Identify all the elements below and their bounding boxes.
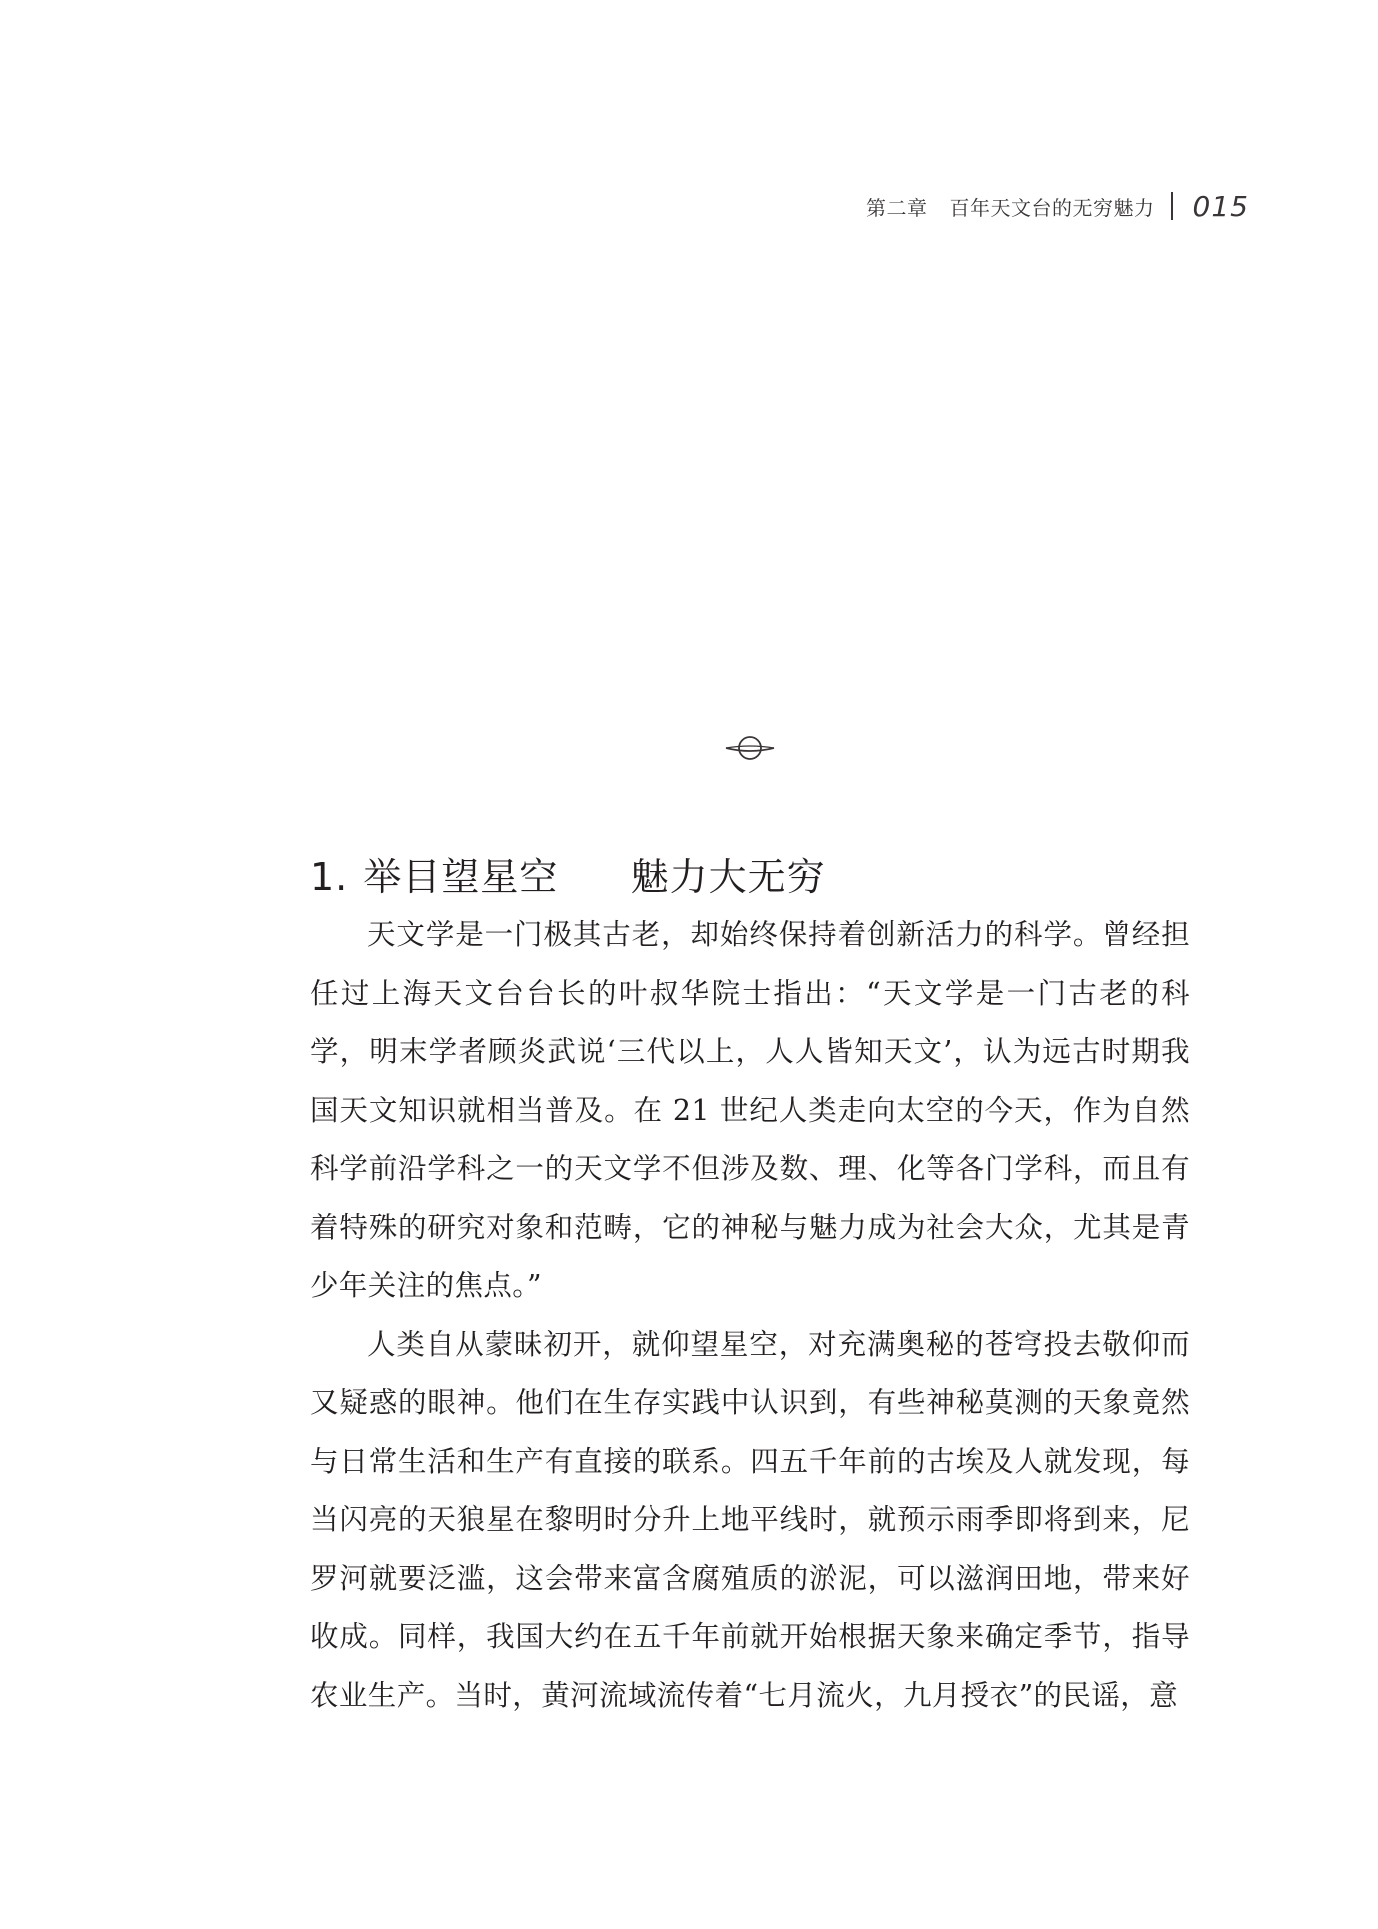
saturn-planet-icon — [722, 734, 778, 762]
chapter-label: 第二章 — [866, 195, 928, 220]
section-title-part2: 魅力大无穷 — [630, 855, 826, 899]
chapter-title: 百年天文台的无穷魅力 — [949, 195, 1155, 220]
section-heading — [310, 846, 826, 901]
paragraph-1: 天文学是一门极其古老，却始终保持着创新活力的科学。曾经担任过上海天文台台长的叶叔华院士指出：“天文学是一门古老的科学，明末学者顾炎武说‘三代以上，人人皆知天文’，认为远古时期我国天文知识就相当普及。在 21 世纪人类走向太空的今天，作为自然科学前沿学科之一的天文学不但涉及数、理、化等各门学科，而且有着特殊的研究对象和范畴，它的神秘与魅力成为社会大众，尤其是青少年关注的焦点。” — [310, 918, 1190, 1302]
section-number: 1. — [310, 855, 349, 899]
body-text — [310, 906, 1190, 1725]
section-title-part1: 举目望星空 — [363, 855, 559, 899]
page-number: 015 — [1192, 189, 1249, 223]
running-header — [866, 184, 1249, 228]
paragraph-2: 人类自从蒙昧初开，就仰望星空，对充满奥秘的苍穹投去敬仰而又疑惑的眼神。他们在生存实践中认识到，有些神秘莫测的天象竟然与日常生活和生产有直接的联系。四五千年前的古埃及人就发现，每当闪亮的天狼星在黎明时分升上地平线时，就预示雨季即将到来，尼罗河就要泛滥，这会带来富含腐殖质的淤泥，可以滋润田地，带来好收成。同样，我国大约在五千年前就开始根据天象来确定季节，指导农业生产。当时，黄河流域流传着“七月流火，九月授衣”的民谣，意 — [310, 1327, 1190, 1712]
header-divider — [1171, 192, 1173, 220]
